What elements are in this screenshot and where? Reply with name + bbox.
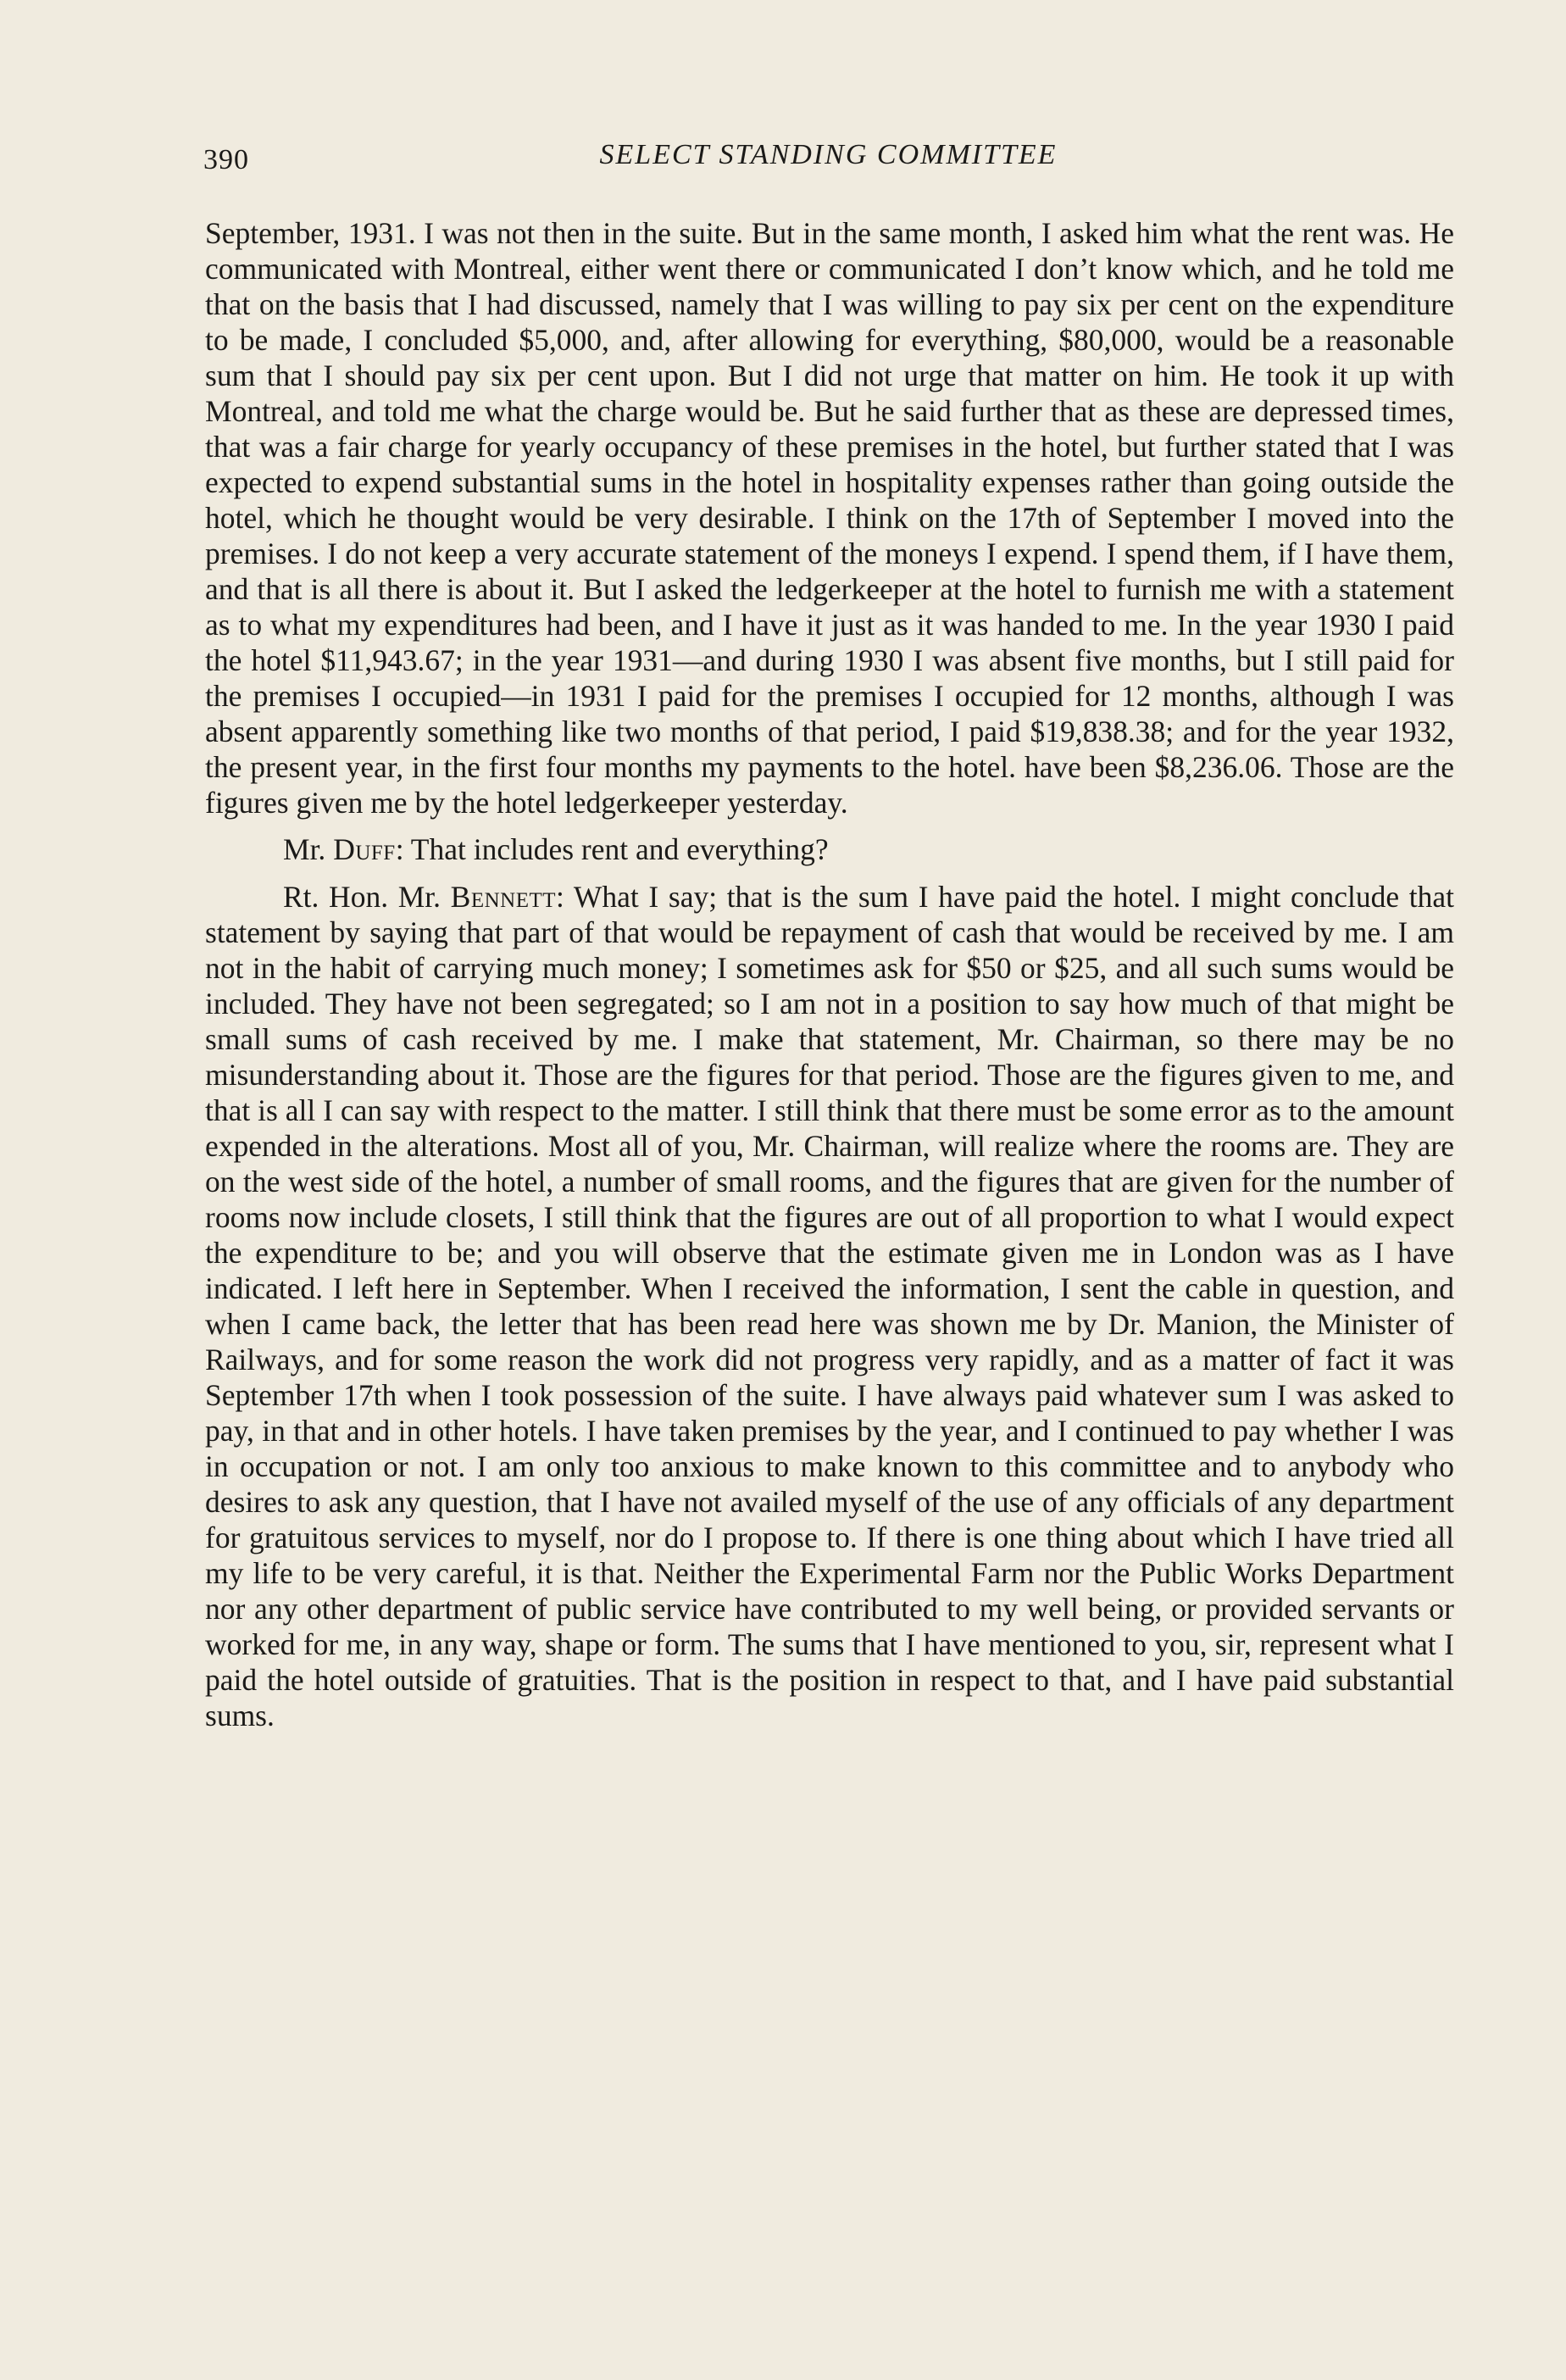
- paragraph-continuation: September, 1931. I was not then in the suite. But in the same month, I asked him what the rent was. He communicated with Montreal, either went there or communicated I don’t know which, and he told me that on the basis that I had discussed, namely that I was willing to pay six per cent on the expenditure to be made, I concluded $5,000, and, after allowing for everything, $80,000, would be a reasonable sum that I should pay six per cent upon. But I did not urge that matter on him. He took it up with Montreal, and told me what the charge would be. But he said further that as these are depressed times, that was a fair charge for yearly occupancy of these premises in the hotel, but further stated that I was expected to expend substantial sums in the hotel in hospitality expenses rather than going outside the hotel, which he thought would be very desirable. I think on the 17th of September I moved into the premises. I do not keep a very accurate statement of the moneys I expend. I spend them, if I have them, and that is all there is about it. But I asked the ledgerkeeper at the hotel to furnish me with a statement as to what my expenditures had been, and I have it just as it was handed to me. In the year 1930 I paid the hotel $11,943.67; in the year 1931—and during 1930 I was absent five months, but I still paid for the premises I occupied—in 1931 I paid for the premises I occupied for 12 months, although I was absent apparently something like two months of that period, I paid $19,838.38; and for the year 1932, the present year, in the first four months my payments to the hotel. have been $8,236.06. Those are the figures given me by the hotel ledgerkeeper yesterday.: [205, 216, 1454, 820]
- speaker-prefix: Rt. Hon. Mr.: [283, 880, 451, 914]
- speaker-prefix: Mr.: [283, 832, 334, 866]
- running-title: SELECT STANDING COMMITTEE: [599, 139, 1058, 170]
- page-header: [203, 136, 1453, 186]
- page-number: 390: [203, 144, 249, 175]
- paragraph-text: What I say; that is the sum I have paid the hotel. I might conclude that statement by saying that part of that would be repayment of cash that would be received by me. I am not in the habit of carrying much money; I sometimes ask for $50 or $25, and all such sums would be included. They have not been segregated; so I am not in a position to say how much of that might be small sums of cash received by me. I make that statement, Mr. Chairman, so there may be no misunderstanding about it. Those are the figures for that period. Those are the figures given to me, and that is all I can say with respect to the matter. I still think that there must be some error as to the amount expended in the alterations. Most all of you, Mr. Chairman, will realize where the rooms are. They are on the west side of the hotel, a number of small rooms, and the figures that are given for the number of rooms now include closets, I still think that the figures are out of all proportion to what I would expect the expenditure to be; and you will observe that the estimate given me in London was as I have indicated. I left here in September. When I received the information, I sent the cable in question, and when I came back, the letter that has been read here was shown me by Dr. Manion, the Minister of Railways, and for some reason the work did not progress very rapidly, and as a matter of fact it was September 17th when I took possession of the suite. I have always paid whatever sum I was asked to pay, in that and in other hotels. I have taken premises by the year, and I continued to pay whether I was in occupation or not. I am only too anxious to make known to this committee and to anybody who desires to ask any question, that I have not availed myself of the use of any officials of any department for gratuitous services to myself, nor do I propose to. If there is one thing about which I have tried all my life to be very careful, it is that. Neither the Experimental Farm nor the Public Works Department nor any other department of public service have contributed to my well being, or provided servants or worked for me, in any way, shape or form. The sums that I have mentioned to you, sir, represent what I paid the hotel outside of gratuities. That is the position in respect to that, and I have paid substantial sums.: [205, 880, 1454, 1732]
- paragraph-bennett: [205, 879, 1454, 1733]
- paragraph-duff: [205, 831, 1454, 867]
- speaker-name: Duff: [333, 832, 396, 866]
- speaker-name: Bennett: [450, 880, 557, 914]
- speaker-suffix: :: [395, 832, 404, 866]
- speaker-suffix: :: [556, 880, 564, 914]
- paragraph-text: That includes rent and everything?: [403, 832, 829, 866]
- body-text: [205, 215, 1454, 1733]
